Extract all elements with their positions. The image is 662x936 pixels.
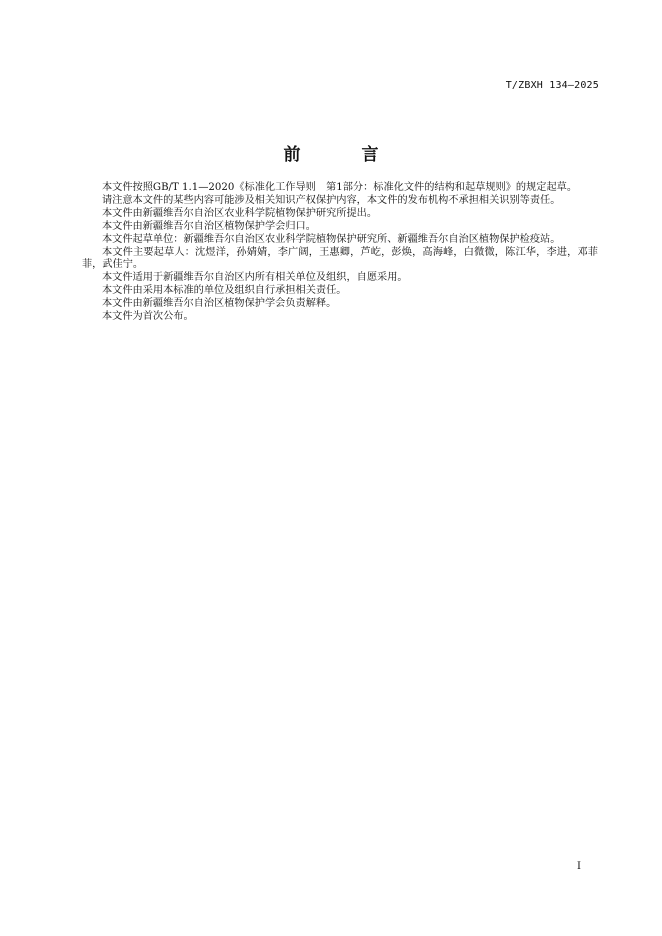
paragraph-administrator: 本文件由新疆维吾尔自治区植物保护学会归口。	[102, 220, 316, 232]
paragraph-patent-notice: 请注意本文件的某些内容可能涉及相关知识产权保护内容，本文件的发布机构不承担相关识别等责任。	[102, 194, 561, 206]
paragraph-responsibility: 本文件由采用本标准的单位及组织自行承担相关责任。	[102, 285, 347, 297]
paragraph-first-release: 本文件为首次公布。	[102, 311, 194, 323]
page-title: 前 言	[283, 145, 401, 165]
standard-code: T/ZBXH 134—2025	[505, 80, 599, 91]
page-number: I	[577, 861, 581, 872]
paragraph-drafters: 本文件主要起草人：沈煜洋，孙婧婧，李广阔，王惠卿，芦屹，彭焕，高海峰，白微微，陈江华，李进，邓菲菲，武佳宁。	[82, 246, 598, 271]
paragraph-drafting-units: 本文件起草单位：新疆维吾尔自治区农业科学院植物保护研究所、新疆维吾尔自治区植物保护检疫站。	[102, 233, 561, 245]
paragraph-interpretation: 本文件由新疆维吾尔自治区植物保护学会负责解释。	[102, 298, 337, 310]
foreword-body	[82, 182, 598, 324]
paragraph-drafting-rules: 本文件按照GB/T 1.1—2020《标准化工作导则 第1部分：标准化文件的结构和起草规则》的规定起草。	[102, 182, 578, 193]
paragraph-proposer: 本文件由新疆维吾尔自治区农业科学院植物保护研究所提出。	[102, 207, 378, 219]
paragraph-scope: 本文件适用于新疆维吾尔自治区内所有相关单位及组织，自愿采用。	[102, 272, 408, 284]
